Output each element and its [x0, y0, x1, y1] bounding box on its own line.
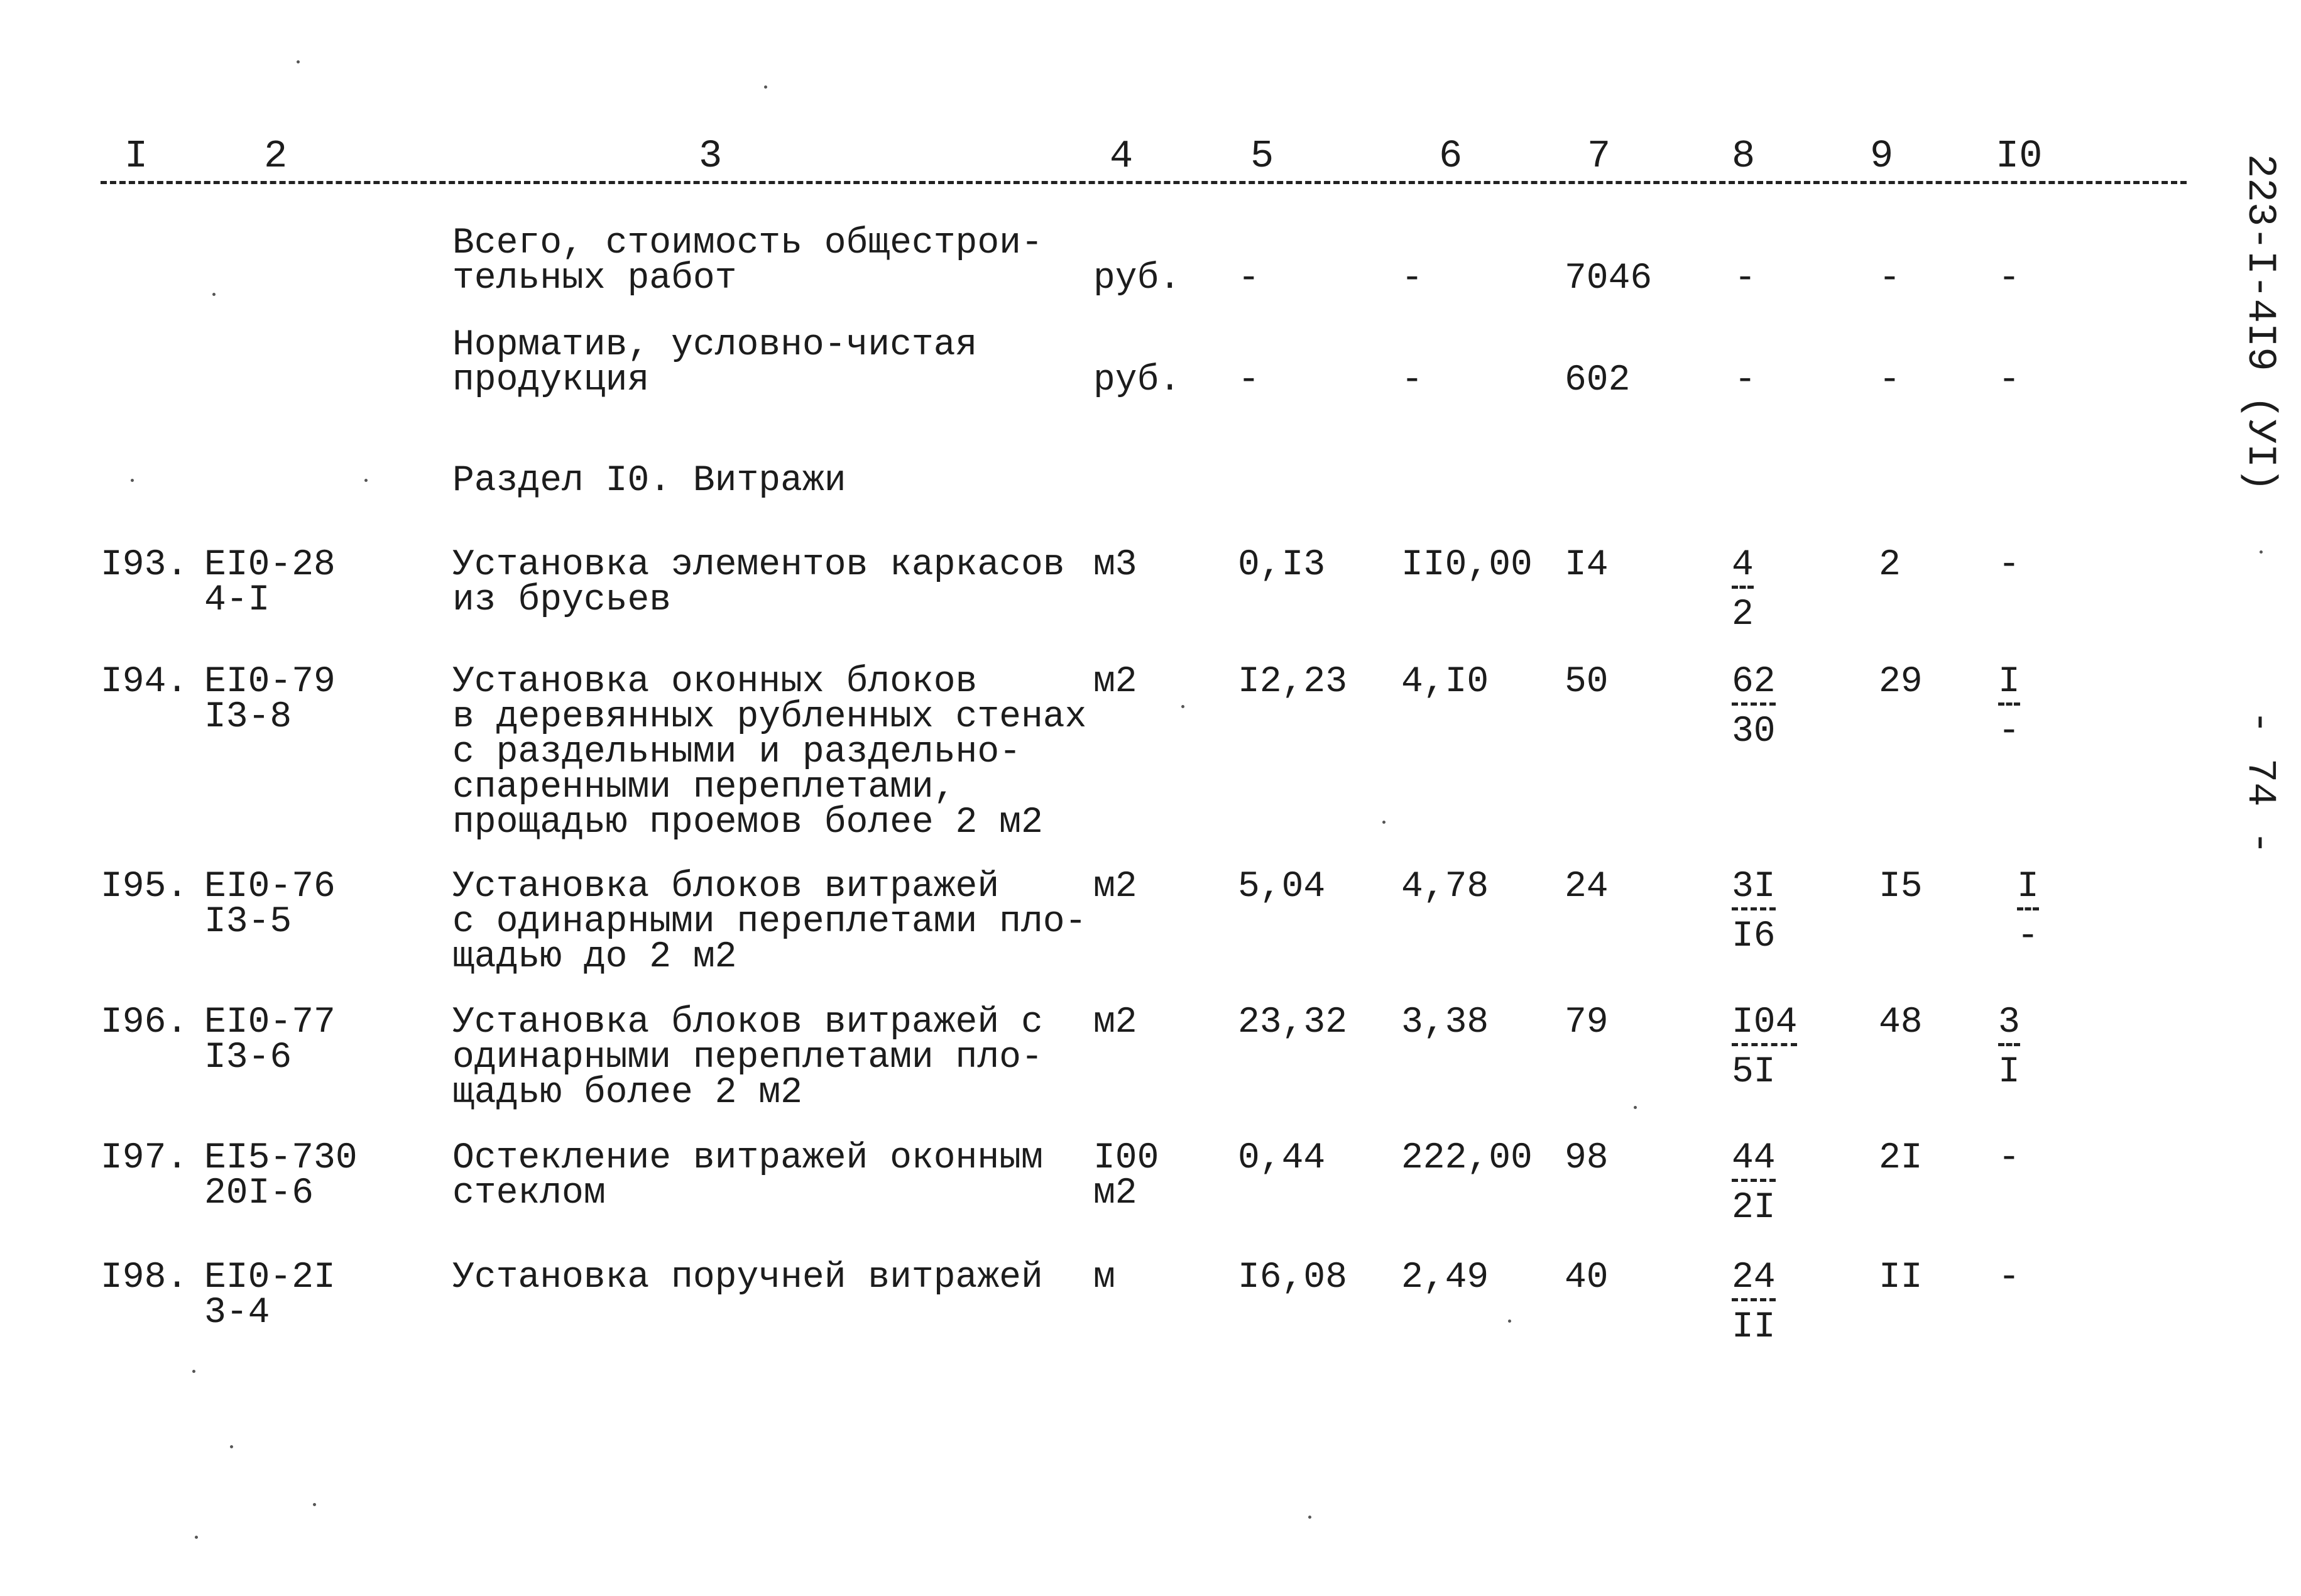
row-code: EI0-77 I3-6 [204, 1002, 336, 1078]
total-col5: - [1238, 258, 1260, 299]
header-rule [101, 181, 2187, 184]
row-description: Остекление витражей оконным стеклом [452, 1138, 1043, 1214]
row-col6: 3,38 [1401, 1002, 1489, 1043]
row-col8-numerator: 4 [1732, 548, 1754, 589]
total-col9: - [1879, 258, 1901, 299]
row-number: I93. [101, 545, 189, 586]
row-col6: II0,00 [1401, 545, 1533, 586]
row-col10: - [1998, 545, 2020, 586]
row-description: Установка элементов каркасов из брусьев [452, 545, 1065, 621]
total-col8: - [1734, 258, 1756, 299]
row-col10-numerator: I [2017, 870, 2039, 910]
header-col10: I0 [1996, 134, 2043, 178]
total-col5: - [1238, 360, 1260, 401]
row-col9: 29 [1879, 662, 1923, 702]
row-col10 [1998, 662, 2020, 752]
row-description: Установка блоков витражей с одинарными переплетами пло- щадью до 2 м2 [452, 866, 1087, 978]
row-description: Установка поручней витражей [452, 1257, 1043, 1298]
row-col7: 98 [1565, 1138, 1609, 1179]
header-col5: 5 [1250, 134, 1274, 178]
total-unit: руб. [1093, 258, 1181, 299]
total-col10: - [1998, 360, 2020, 401]
row-col5: I2,23 [1238, 662, 1348, 702]
row-number: I97. [101, 1138, 189, 1179]
row-col5: I6,08 [1238, 1257, 1348, 1298]
row-col8-numerator: 44 [1732, 1141, 1776, 1182]
row-unit: м2 [1093, 1002, 1137, 1043]
row-col8-numerator: 3I [1732, 870, 1776, 910]
row-code: EI0-28 4-I [204, 545, 336, 621]
row-col7: 24 [1565, 866, 1609, 907]
row-col8 [1732, 662, 1776, 752]
row-col6: 4,78 [1401, 866, 1489, 907]
row-description: Установка оконных блоков в деревянных рубленных стенах с раздельными и раздельно- спаренными переплетами, прощадью проемов более 2 м2 [452, 662, 1087, 843]
document-code: 223-I-4I9 (УI) [2237, 154, 2282, 492]
header-col2: 2 [264, 134, 288, 178]
row-col8-numerator: 62 [1732, 665, 1776, 706]
row-col7: 79 [1565, 1002, 1609, 1043]
scan-speck [1634, 1106, 1637, 1109]
row-col8-denominator: 2I [1732, 1188, 1776, 1228]
row-col5: 23,32 [1238, 1002, 1348, 1043]
scan-speck [2260, 550, 2263, 554]
row-col7: 50 [1565, 662, 1609, 702]
scan-speck [131, 479, 134, 482]
total-col6: - [1401, 258, 1423, 299]
row-code: EI5-730 20I-6 [204, 1138, 358, 1214]
scan-speck [195, 1536, 198, 1539]
section-title: Раздел I0. Витражи [452, 461, 846, 501]
row-code: EI0-76 I3-5 [204, 866, 336, 943]
header-col8: 8 [1732, 134, 1756, 178]
header-col1: I [124, 134, 148, 178]
scan-speck [364, 479, 368, 482]
header-col7: 7 [1587, 134, 1611, 178]
scan-speck [313, 1503, 316, 1506]
row-col8-numerator: 24 [1732, 1260, 1776, 1301]
scan-speck [1382, 821, 1386, 824]
total-col9: - [1879, 360, 1901, 401]
header-col3: 3 [699, 134, 723, 178]
row-col5: 5,04 [1238, 866, 1326, 907]
row-col8 [1732, 1002, 1798, 1093]
header-col6: 6 [1439, 134, 1463, 178]
row-col8 [1732, 1257, 1776, 1348]
row-col6: 2,49 [1401, 1257, 1489, 1298]
row-number: I94. [101, 662, 189, 702]
row-col10: - [1998, 1138, 2020, 1179]
row-col9: 48 [1879, 1002, 1923, 1043]
row-col10 [2017, 866, 2039, 957]
row-col10-numerator: I [1998, 665, 2020, 706]
row-col9: 2I [1879, 1138, 1923, 1179]
row-col10-denominator: - [2017, 916, 2039, 957]
total-col10: - [1998, 258, 2020, 299]
row-code: EI0-2I 3-4 [204, 1257, 336, 1333]
row-col7: 40 [1565, 1257, 1609, 1298]
scan-speck [192, 1370, 195, 1373]
total-unit: руб. [1093, 360, 1181, 401]
row-col7: I4 [1565, 545, 1609, 586]
scan-speck [212, 293, 216, 296]
row-col8-denominator: II [1732, 1307, 1776, 1348]
row-description: Установка блоков витражей с одинарными переплетами пло- щадью более 2 м2 [452, 1002, 1043, 1113]
row-col9: I5 [1879, 866, 1923, 907]
total-description: Всего, стоимость общестрои- тельных работ [452, 223, 1043, 299]
row-number: I96. [101, 1002, 189, 1043]
scan-speck [764, 85, 767, 89]
scan-speck [1308, 1516, 1311, 1519]
scan-speck [1508, 1320, 1511, 1323]
total-col7: 602 [1565, 360, 1631, 401]
scan-speck [1181, 705, 1184, 708]
row-col6: 222,00 [1401, 1138, 1533, 1179]
total-col7: 7046 [1565, 258, 1653, 299]
row-unit: м [1093, 1257, 1115, 1298]
total-col8: - [1734, 360, 1756, 401]
header-col4: 4 [1110, 134, 1134, 178]
row-col10 [1998, 1002, 2020, 1093]
row-col8-denominator: 5I [1732, 1052, 1776, 1093]
total-col6: - [1401, 360, 1423, 401]
scan-speck [297, 60, 300, 63]
row-col8 [1732, 1138, 1776, 1228]
row-col10: - [1998, 1257, 2020, 1298]
row-unit: м2 [1093, 866, 1137, 907]
row-code: EI0-79 I3-8 [204, 662, 336, 738]
total-description: Норматив, условно-чистая продукция [452, 325, 978, 401]
row-col8-denominator: 30 [1732, 711, 1776, 752]
scan-speck [230, 1445, 233, 1448]
row-col6: 4,I0 [1401, 662, 1489, 702]
row-number: I95. [101, 866, 189, 907]
row-col5: 0,44 [1238, 1138, 1326, 1179]
row-col8 [1732, 545, 1754, 635]
row-col10-denominator: - [1998, 711, 2020, 752]
header-col9: 9 [1870, 134, 1894, 178]
row-col8-denominator: I6 [1732, 916, 1776, 957]
row-col10-numerator: 3 [1998, 1005, 2020, 1046]
row-unit: I00 м2 [1093, 1138, 1159, 1214]
row-col8-denominator: 2 [1732, 594, 1754, 635]
row-col10-denominator: I [1998, 1052, 2020, 1093]
row-col8 [1732, 866, 1776, 957]
row-col5: 0,I3 [1238, 545, 1326, 586]
row-number: I98. [101, 1257, 189, 1298]
row-unit: м3 [1093, 545, 1137, 586]
page-number: - 74 - [2237, 710, 2282, 855]
row-unit: м2 [1093, 662, 1137, 702]
row-col8-numerator: I04 [1732, 1005, 1797, 1046]
row-col9: 2 [1879, 545, 1901, 586]
row-col9: II [1879, 1257, 1923, 1298]
